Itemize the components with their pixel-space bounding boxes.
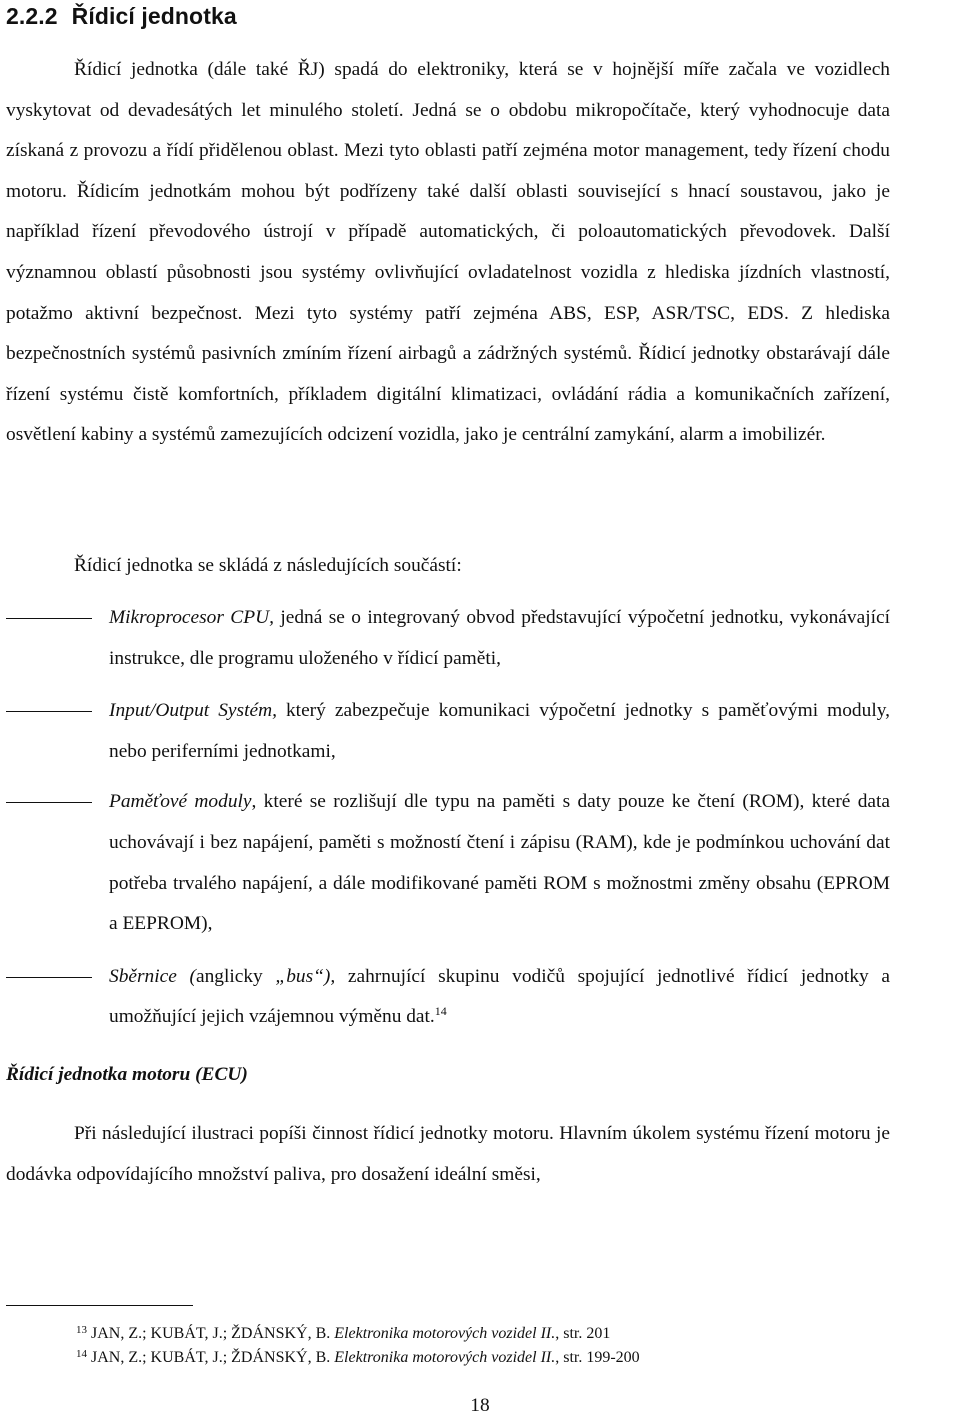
dash-bullet: [6, 618, 92, 619]
footnote-authors: JAN, Z.; KUBÁT, J.; ŽDÁNSKÝ, B.: [91, 1325, 335, 1342]
intro-paragraph: [6, 50, 890, 456]
section-number: 2.2.2: [6, 3, 58, 29]
intro-paragraph-text: Řídicí jednotka (dále také ŘJ) spadá do elektroniky, která se v hojnější míře začala ve vozidlech vyskytovat od devadesátých let minulého století. Jedná se o obdobu mikropočítače, který vyhodnocuje data získaná z provozu a řídí přidělenou oblast. Mezi tyto oblasti patří zejména motor management, tedy řízení chodu motoru. Řídicím jednotkám mohou být podřízeny také další oblasti související s hnací soustavou, jako je například řízení převodového ústrojí v případě automatických, či poloautomatických převodovek. Další významnou oblastí působnosti jsou systémy ovlivňující ovladatelnost vozidla z hlediska jízdních vlastností, potažmo aktivní bezpečnost. Mezi tyto systémy patří zejména ABS, ESP, ASR/TSC, EDS. Z hlediska bezpečnostních systémů pasivních zmíním řízení airbagů a zádržných systémů. Řídicí jednotky obstarávají dále řízení systému čistě komfortních, příkladem digitální klimatizaci, ovládání rádia a komunikačních zařízení, osvětlení kabiny a systémů zamezujících odcizení vozidla, jako je centrální zamykání, alarm a imobilizér.: [6, 59, 890, 446]
component-term: Paměťové moduly: [109, 791, 252, 813]
components-intro-text: Řídicí jednotka se skládá z následujících součástí:: [74, 555, 462, 576]
component-term: Input/Output Systém,: [109, 700, 277, 722]
footnotes: [76, 1322, 640, 1370]
footnote-ref[interactable]: 14: [434, 1004, 447, 1019]
ecu-paragraph: [6, 1114, 890, 1195]
component-term-english: „bus“),: [275, 965, 336, 987]
footnote-number: 13: [76, 1324, 87, 1336]
footnote-separator: [6, 1305, 193, 1306]
footnote-title: Elektronika motorových vozidel II.: [334, 1325, 556, 1342]
footnote-title: Elektronika motorových vozidel II.: [334, 1349, 556, 1366]
page-number: 18: [470, 1395, 490, 1416]
footnote: [76, 1346, 640, 1370]
component-term: Mikroprocesor CPU,: [109, 607, 274, 628]
dash-bullet: [6, 711, 92, 712]
component-term-note: anglicky: [195, 965, 276, 987]
footnote-number: 14: [76, 1348, 87, 1360]
component-description: , které se rozlišují dle typu na paměti s daty pouze ke čtení (ROM), které data uchovávají i bez napájení, paměti s možností čtení i zápisu (RAM), kde je podmínkou uchování dat potřeba trvalého napájení, a dále modifikované paměti ROM s možnostmi změny obsahu (EPROM a EEPROM),: [109, 791, 890, 935]
section-heading: [6, 3, 237, 30]
dash-bullet: [6, 802, 92, 803]
component-term: Sběrnice (: [109, 965, 196, 987]
list-item: [6, 957, 890, 1038]
footnote-pages: , str. 199-200: [555, 1349, 640, 1366]
dash-bullet: [6, 977, 92, 978]
list-item: [6, 691, 890, 772]
footnote-authors: JAN, Z.; KUBÁT, J.; ŽDÁNSKÝ, B.: [91, 1349, 335, 1366]
components-list: [6, 598, 890, 1038]
footnote: [76, 1322, 640, 1346]
section-title: Řídicí jednotka: [71, 3, 237, 29]
list-item: [6, 782, 890, 944]
components-intro: [6, 546, 890, 587]
list-item: [6, 598, 890, 679]
ecu-heading: Řídicí jednotka motoru (ECU): [6, 1064, 248, 1085]
component-description: zahrnující skupinu vodičů spojující jednotlivé řídicí jednotky a umožňující jejich vzájemnou výměnu dat.: [109, 965, 890, 1028]
ecu-paragraph-text: Při následující ilustraci popíši činnost řídicí jednotky motoru. Hlavním úkolem systému řízení motoru je dodávka odpovídajícího množství paliva, pro dosažení ideální směsi,: [6, 1123, 890, 1185]
component-description: který zabezpečuje komunikaci výpočetní jednotky s paměťovými moduly, nebo periferními jednotkami,: [109, 700, 890, 762]
component-description: jedná se o integrovaný obvod představující výpočetní jednotku, vykonávající instrukce, dle programu uloženého v řídicí paměti,: [109, 607, 890, 669]
footnote-pages: , str. 201: [555, 1325, 611, 1342]
